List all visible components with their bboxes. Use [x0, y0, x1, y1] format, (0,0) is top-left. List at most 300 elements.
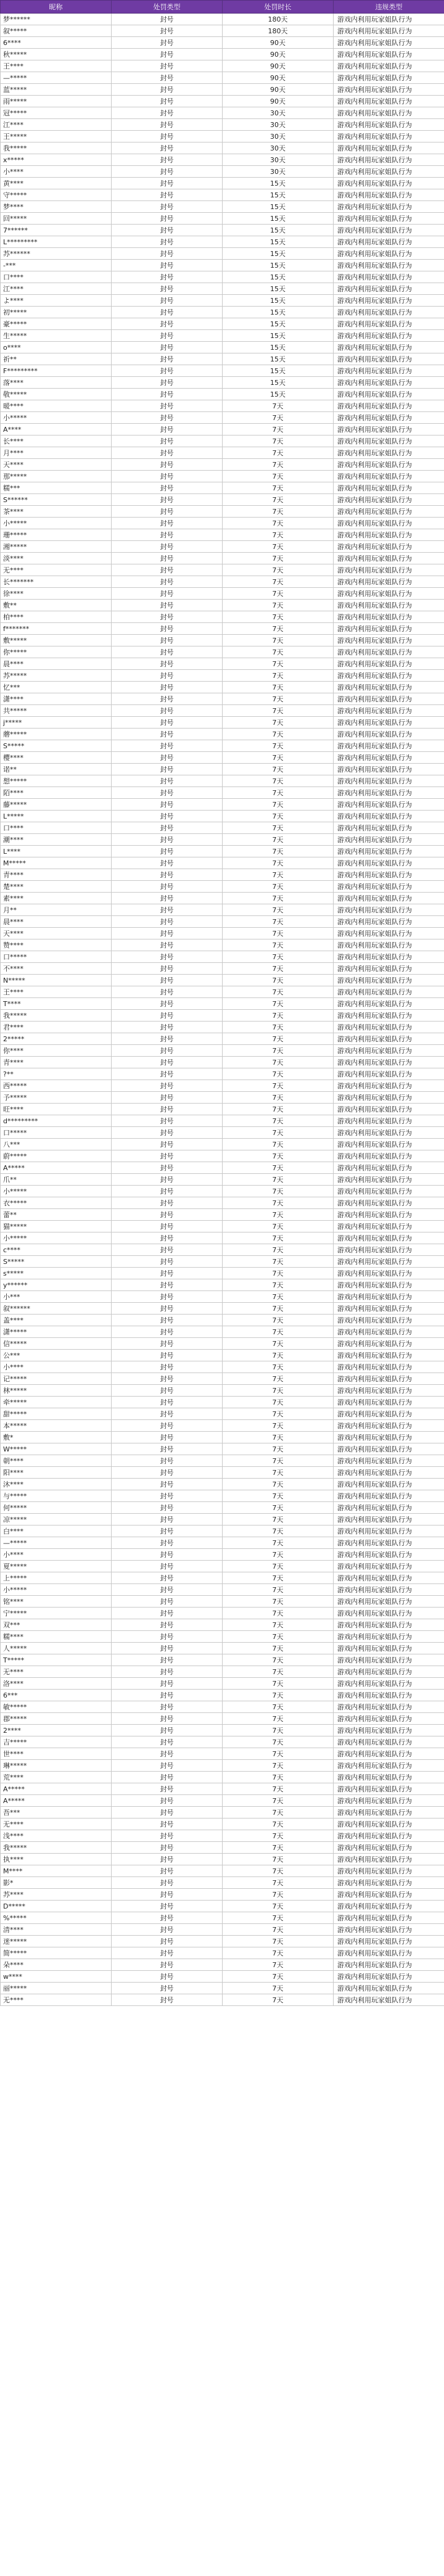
table-row [1, 1303, 444, 1315]
cell-punishment-duration: 7天 [223, 518, 334, 529]
cell-punishment-duration: 7天 [223, 1725, 334, 1736]
cell-violation-type: 游戏内利用玩家姐队行为 [334, 1162, 444, 1174]
cell-violation-type: 游戏内利用玩家姐队行为 [334, 939, 444, 951]
cell-punishment-type: 封号 [112, 1807, 223, 1818]
cell-punishment-type: 封号 [112, 646, 223, 658]
cell-nickname: 徐**** [1, 588, 112, 600]
cell-violation-type: 游戏内利用玩家姐队行为 [334, 588, 444, 600]
table-row [1, 1818, 444, 1830]
cell-nickname: A***** [1, 1783, 112, 1795]
table-row [1, 1467, 444, 1479]
table-row [1, 1514, 444, 1525]
cell-punishment-duration: 7天 [223, 1455, 334, 1467]
cell-violation-type: 游戏内利用玩家姐队行为 [334, 436, 444, 447]
table-row [1, 1385, 444, 1397]
table-row [1, 260, 444, 271]
cell-nickname: 晨**** [1, 916, 112, 928]
cell-punishment-type: 封号 [112, 1865, 223, 1877]
cell-nickname: 清**** [1, 1924, 112, 1936]
cell-punishment-type: 封号 [112, 857, 223, 869]
table-row [1, 353, 444, 365]
cell-punishment-type: 封号 [112, 1443, 223, 1455]
cell-nickname: 公*** [1, 1350, 112, 1361]
table-row [1, 1150, 444, 1162]
cell-punishment-duration: 7天 [223, 1361, 334, 1373]
cell-violation-type: 游戏内利用玩家姐队行为 [334, 107, 444, 119]
cell-punishment-duration: 15天 [223, 178, 334, 189]
cell-violation-type: 游戏内利用玩家姐队行为 [334, 869, 444, 881]
cell-nickname: 铭**** [1, 1596, 112, 1608]
cell-punishment-type: 封号 [112, 25, 223, 37]
table-row [1, 1795, 444, 1807]
cell-punishment-type: 封号 [112, 1127, 223, 1139]
cell-nickname: —***** [1, 72, 112, 84]
table-row [1, 248, 444, 260]
cell-punishment-duration: 7天 [223, 1092, 334, 1104]
table-row [1, 1502, 444, 1514]
cell-nickname: 共***** [1, 705, 112, 717]
table-row [1, 611, 444, 623]
cell-punishment-duration: 180天 [223, 25, 334, 37]
cell-nickname: 江**** [1, 119, 112, 131]
cell-punishment-type: 封号 [112, 1971, 223, 1983]
cell-punishment-duration: 7天 [223, 869, 334, 881]
cell-violation-type: 游戏内利用玩家姐队行为 [334, 611, 444, 623]
cell-nickname: 小**** [1, 1549, 112, 1561]
cell-nickname: 阳**** [1, 1467, 112, 1479]
cell-punishment-duration: 7天 [223, 881, 334, 893]
table-row [1, 1397, 444, 1408]
cell-punishment-duration: 15天 [223, 330, 334, 342]
cell-punishment-duration: 7天 [223, 893, 334, 904]
cell-nickname: 陌**** [1, 787, 112, 799]
cell-violation-type: 游戏内利用玩家姐队行为 [334, 96, 444, 107]
cell-punishment-duration: 7天 [223, 1912, 334, 1924]
table-row [1, 1736, 444, 1748]
cell-punishment-type: 封号 [112, 1209, 223, 1221]
cell-violation-type: 游戏内利用玩家姐队行为 [334, 1889, 444, 1901]
cell-nickname: 月** [1, 904, 112, 916]
cell-punishment-type: 封号 [112, 1186, 223, 1197]
cell-nickname: M***** [1, 857, 112, 869]
table-row [1, 963, 444, 975]
cell-nickname: S****** [1, 494, 112, 506]
cell-violation-type: 游戏内利用玩家姐队行为 [334, 1865, 444, 1877]
cell-punishment-type: 封号 [112, 1010, 223, 1022]
cell-punishment-duration: 7天 [223, 740, 334, 752]
cell-punishment-duration: 7天 [223, 1830, 334, 1842]
cell-violation-type: 游戏内利用玩家姐队行为 [334, 1549, 444, 1561]
cell-punishment-type: 封号 [112, 518, 223, 529]
cell-violation-type: 游戏内利用玩家姐队行为 [334, 1232, 444, 1244]
cell-nickname: 口***** [1, 1127, 112, 1139]
table-row [1, 201, 444, 213]
table-row [1, 1889, 444, 1901]
table-row [1, 658, 444, 670]
cell-violation-type: 游戏内利用玩家姐队行为 [334, 1479, 444, 1490]
cell-punishment-duration: 7天 [223, 729, 334, 740]
cell-violation-type: 游戏内利用玩家姐队行为 [334, 494, 444, 506]
table-row [1, 1174, 444, 1186]
table-row [1, 1326, 444, 1338]
cell-punishment-duration: 7天 [223, 963, 334, 975]
table-row [1, 1924, 444, 1936]
cell-punishment-type: 封号 [112, 1619, 223, 1631]
cell-punishment-duration: 7天 [223, 1068, 334, 1080]
cell-nickname: 盖**** [1, 1315, 112, 1326]
cell-punishment-type: 封号 [112, 1842, 223, 1854]
cell-punishment-duration: 30天 [223, 142, 334, 154]
cell-punishment-type: 封号 [112, 529, 223, 541]
cell-nickname: 王**** [1, 986, 112, 998]
table-row [1, 1983, 444, 1994]
cell-punishment-duration: 7天 [223, 1608, 334, 1619]
cell-nickname: 人***** [1, 1643, 112, 1654]
cell-punishment-duration: 7天 [223, 447, 334, 459]
cell-nickname: 小**** [1, 1361, 112, 1373]
cell-violation-type: 游戏内利用玩家姐队行为 [334, 881, 444, 893]
table-row [1, 1701, 444, 1713]
cell-nickname: 梦**** [1, 201, 112, 213]
cell-nickname: S***** [1, 1256, 112, 1268]
cell-punishment-type: 封号 [112, 904, 223, 916]
cell-nickname: 潇***** [1, 1326, 112, 1338]
cell-punishment-duration: 7天 [223, 1221, 334, 1232]
table-row [1, 623, 444, 635]
cell-nickname: 忆*** [1, 682, 112, 693]
cell-punishment-type: 封号 [112, 213, 223, 225]
cell-violation-type: 游戏内利用玩家姐队行为 [334, 1373, 444, 1385]
cell-violation-type: 游戏内利用玩家姐队行为 [334, 506, 444, 518]
cell-violation-type: 游戏内利用玩家姐队行为 [334, 482, 444, 494]
table-row [1, 342, 444, 353]
cell-punishment-type: 封号 [112, 60, 223, 72]
cell-nickname: 吾*** [1, 1807, 112, 1818]
cell-violation-type: 游戏内利用玩家姐队行为 [334, 60, 444, 72]
cell-violation-type: 游戏内利用玩家姐队行为 [334, 1912, 444, 1924]
cell-violation-type: 游戏内利用玩家姐队行为 [334, 1139, 444, 1150]
cell-punishment-duration: 7天 [223, 1256, 334, 1268]
cell-punishment-type: 封号 [112, 494, 223, 506]
cell-nickname: 口***** [1, 951, 112, 963]
table-row [1, 1455, 444, 1467]
cell-violation-type: 游戏内利用玩家姐队行为 [334, 14, 444, 25]
cell-punishment-duration: 90天 [223, 60, 334, 72]
cell-punishment-duration: 7天 [223, 717, 334, 729]
cell-punishment-type: 封号 [112, 447, 223, 459]
cell-punishment-type: 封号 [112, 1596, 223, 1608]
table-row [1, 1748, 444, 1760]
header-nickname: 昵称 [1, 1, 112, 14]
table-row [1, 96, 444, 107]
cell-punishment-type: 封号 [112, 1690, 223, 1701]
table-row [1, 295, 444, 307]
table-row [1, 1139, 444, 1150]
cell-punishment-duration: 7天 [223, 1279, 334, 1291]
cell-punishment-duration: 7天 [223, 529, 334, 541]
cell-punishment-duration: 7天 [223, 799, 334, 811]
cell-nickname: 迷***** [1, 1936, 112, 1947]
cell-nickname: 八*** [1, 1139, 112, 1150]
cell-punishment-duration: 7天 [223, 1537, 334, 1549]
cell-punishment-type: 封号 [112, 1068, 223, 1080]
cell-punishment-duration: 7天 [223, 1631, 334, 1643]
cell-nickname: 世**** [1, 1748, 112, 1760]
cell-nickname: 口**** [1, 271, 112, 283]
cell-nickname: 初***** [1, 307, 112, 318]
cell-nickname: 敏***** [1, 1701, 112, 1713]
cell-violation-type: 游戏内利用玩家姐队行为 [334, 1713, 444, 1725]
cell-punishment-type: 封号 [112, 84, 223, 96]
cell-punishment-duration: 7天 [223, 1736, 334, 1748]
cell-punishment-duration: 7天 [223, 482, 334, 494]
table-row [1, 236, 444, 248]
cell-punishment-type: 封号 [112, 1092, 223, 1104]
cell-punishment-duration: 7天 [223, 857, 334, 869]
cell-punishment-duration: 7天 [223, 1619, 334, 1631]
cell-violation-type: 游戏内利用玩家姐队行为 [334, 1443, 444, 1455]
cell-punishment-type: 封号 [112, 1783, 223, 1795]
cell-nickname: 林***** [1, 1385, 112, 1397]
cell-violation-type: 游戏内利用玩家姐队行为 [334, 225, 444, 236]
table-row [1, 1361, 444, 1373]
cell-nickname: 苏**** [1, 1889, 112, 1901]
table-row [1, 1666, 444, 1678]
cell-punishment-duration: 7天 [223, 1420, 334, 1432]
cell-punishment-type: 封号 [112, 729, 223, 740]
table-row [1, 1643, 444, 1654]
cell-violation-type: 游戏内利用玩家姐队行为 [334, 635, 444, 646]
cell-violation-type: 游戏内利用玩家姐队行为 [334, 775, 444, 787]
cell-punishment-type: 封号 [112, 1631, 223, 1643]
cell-nickname: 长******* [1, 576, 112, 588]
cell-punishment-type: 封号 [112, 353, 223, 365]
cell-punishment-type: 封号 [112, 412, 223, 424]
table-row [1, 904, 444, 916]
cell-punishment-duration: 7天 [223, 951, 334, 963]
cell-nickname: 敷* [1, 1432, 112, 1443]
cell-violation-type: 游戏内利用玩家姐队行为 [334, 283, 444, 295]
cell-violation-type: 游戏内利用玩家姐队行为 [334, 389, 444, 400]
cell-violation-type: 游戏内利用玩家姐队行为 [334, 119, 444, 131]
table-row [1, 271, 444, 283]
cell-punishment-type: 封号 [112, 1221, 223, 1232]
cell-violation-type: 游戏内利用玩家姐队行为 [334, 1936, 444, 1947]
cell-nickname: 回***** [1, 213, 112, 225]
cell-punishment-duration: 7天 [223, 506, 334, 518]
table-row [1, 951, 444, 963]
cell-punishment-type: 封号 [112, 811, 223, 822]
cell-violation-type: 游戏内利用玩家姐队行为 [334, 1057, 444, 1068]
cell-punishment-duration: 7天 [223, 1572, 334, 1584]
cell-nickname: 暖**** [1, 400, 112, 412]
cell-nickname: 洛**** [1, 1678, 112, 1690]
table-row [1, 518, 444, 529]
cell-violation-type: 游戏内利用玩家姐队行为 [334, 1596, 444, 1608]
cell-violation-type: 游戏内利用玩家姐队行为 [334, 260, 444, 271]
cell-punishment-duration: 7天 [223, 1502, 334, 1514]
cell-nickname: 爪** [1, 1174, 112, 1186]
table-row [1, 1338, 444, 1350]
cell-nickname: 郡***** [1, 1713, 112, 1725]
cell-violation-type: 游戏内利用玩家姐队行为 [334, 1842, 444, 1854]
cell-violation-type: 游戏内利用玩家姐队行为 [334, 975, 444, 986]
cell-punishment-duration: 7天 [223, 986, 334, 998]
cell-punishment-duration: 7天 [223, 553, 334, 564]
table-row [1, 131, 444, 142]
cell-punishment-type: 封号 [112, 928, 223, 939]
cell-punishment-type: 封号 [112, 1115, 223, 1127]
table-row [1, 1232, 444, 1244]
cell-punishment-type: 封号 [112, 541, 223, 553]
cell-punishment-duration: 7天 [223, 939, 334, 951]
table-row [1, 49, 444, 60]
cell-punishment-type: 封号 [112, 1338, 223, 1350]
table-row [1, 1057, 444, 1068]
table-row [1, 881, 444, 893]
cell-punishment-duration: 7天 [223, 787, 334, 799]
table-row [1, 1877, 444, 1889]
table-row [1, 25, 444, 37]
cell-violation-type: 游戏内利用玩家姐队行为 [334, 811, 444, 822]
cell-violation-type: 游戏内利用玩家姐队行为 [334, 822, 444, 834]
table-row [1, 1959, 444, 1971]
cell-punishment-type: 封号 [112, 1772, 223, 1783]
cell-violation-type: 游戏内利用玩家姐队行为 [334, 1736, 444, 1748]
cell-punishment-type: 封号 [112, 682, 223, 693]
table-row [1, 1525, 444, 1537]
cell-nickname: 2***** [1, 1033, 112, 1045]
table-row [1, 799, 444, 811]
cell-nickname: 豪***** [1, 318, 112, 330]
cell-punishment-duration: 7天 [223, 1315, 334, 1326]
cell-violation-type: 游戏内利用玩家姐队行为 [334, 658, 444, 670]
cell-violation-type: 游戏内利用玩家姐队行为 [334, 693, 444, 705]
cell-punishment-duration: 7天 [223, 1408, 334, 1420]
cell-nickname: 双*** [1, 1619, 112, 1631]
table-row [1, 1373, 444, 1385]
cell-violation-type: 游戏内利用玩家姐队行为 [334, 518, 444, 529]
table-row [1, 717, 444, 729]
table-row [1, 740, 444, 752]
cell-punishment-type: 封号 [112, 1537, 223, 1549]
cell-punishment-type: 封号 [112, 1912, 223, 1924]
cell-punishment-type: 封号 [112, 963, 223, 975]
table-row [1, 1010, 444, 1022]
cell-punishment-duration: 7天 [223, 541, 334, 553]
cell-violation-type: 游戏内利用玩家姐队行为 [334, 447, 444, 459]
table-row [1, 1971, 444, 1983]
cell-violation-type: 游戏内利用玩家姐队行为 [334, 752, 444, 764]
cell-violation-type: 游戏内利用玩家姐队行为 [334, 1338, 444, 1350]
cell-violation-type: 游戏内利用玩家姐队行为 [334, 1666, 444, 1678]
cell-nickname: 你**** [1, 1045, 112, 1057]
cell-punishment-type: 封号 [112, 260, 223, 271]
cell-violation-type: 游戏内利用玩家姐队行为 [334, 916, 444, 928]
cell-punishment-duration: 15天 [223, 225, 334, 236]
cell-punishment-type: 封号 [112, 1057, 223, 1068]
cell-punishment-type: 封号 [112, 1561, 223, 1572]
cell-nickname: 小*** [1, 1291, 112, 1303]
cell-nickname: 落**** [1, 377, 112, 389]
cell-punishment-type: 封号 [112, 49, 223, 60]
cell-punishment-duration: 7天 [223, 1045, 334, 1057]
cell-punishment-duration: 7天 [223, 1291, 334, 1303]
cell-nickname: 小***** [1, 518, 112, 529]
cell-punishment-duration: 7天 [223, 1010, 334, 1022]
table-row [1, 471, 444, 482]
cell-nickname: D***** [1, 1901, 112, 1912]
cell-punishment-duration: 7天 [223, 1115, 334, 1127]
cell-punishment-duration: 7天 [223, 1432, 334, 1443]
cell-nickname: 西***** [1, 1080, 112, 1092]
cell-punishment-type: 封号 [112, 1924, 223, 1936]
cell-violation-type: 游戏内利用玩家姐队行为 [334, 623, 444, 635]
cell-punishment-type: 封号 [112, 635, 223, 646]
cell-punishment-duration: 90天 [223, 84, 334, 96]
cell-punishment-duration: 7天 [223, 494, 334, 506]
cell-punishment-type: 封号 [112, 939, 223, 951]
cell-punishment-type: 封号 [112, 1268, 223, 1279]
table-row [1, 846, 444, 857]
cell-violation-type: 游戏内利用玩家姐队行为 [334, 787, 444, 799]
cell-punishment-duration: 15天 [223, 213, 334, 225]
cell-nickname: 生***** [1, 330, 112, 342]
cell-punishment-duration: 7天 [223, 1479, 334, 1490]
cell-punishment-type: 封号 [112, 799, 223, 811]
cell-nickname: 朝**** [1, 1455, 112, 1467]
cell-punishment-type: 封号 [112, 1877, 223, 1889]
cell-nickname: 樱**** [1, 752, 112, 764]
cell-violation-type: 游戏内利用玩家姐队行为 [334, 1209, 444, 1221]
cell-punishment-duration: 15天 [223, 271, 334, 283]
cell-punishment-type: 封号 [112, 1373, 223, 1385]
table-row [1, 1490, 444, 1502]
cell-violation-type: 游戏内利用玩家姐队行为 [334, 1572, 444, 1584]
cell-nickname: f******* [1, 623, 112, 635]
cell-violation-type: 游戏内利用玩家姐队行为 [334, 646, 444, 658]
cell-punishment-type: 封号 [112, 131, 223, 142]
cell-punishment-type: 封号 [112, 717, 223, 729]
table-row [1, 1479, 444, 1490]
cell-punishment-type: 封号 [112, 1139, 223, 1150]
cell-punishment-duration: 15天 [223, 318, 334, 330]
cell-punishment-duration: 30天 [223, 119, 334, 131]
cell-nickname: 晨**** [1, 658, 112, 670]
cell-violation-type: 游戏内利用玩家姐队行为 [334, 49, 444, 60]
cell-punishment-type: 封号 [112, 107, 223, 119]
cell-punishment-duration: 7天 [223, 1701, 334, 1713]
cell-punishment-duration: 7天 [223, 1936, 334, 1947]
cell-nickname: x***** [1, 154, 112, 166]
cell-nickname: L***** [1, 811, 112, 822]
cell-punishment-type: 封号 [112, 1725, 223, 1736]
table-row [1, 916, 444, 928]
cell-violation-type: 游戏内利用玩家姐队行为 [334, 1420, 444, 1432]
table-row [1, 494, 444, 506]
cell-punishment-duration: 7天 [223, 1690, 334, 1701]
table-row [1, 975, 444, 986]
cell-punishment-type: 封号 [112, 1104, 223, 1115]
cell-violation-type: 游戏内利用玩家姐队行为 [334, 213, 444, 225]
cell-punishment-type: 封号 [112, 1736, 223, 1748]
cell-nickname: 执**** [1, 1854, 112, 1865]
table-row [1, 1713, 444, 1725]
table-row [1, 1080, 444, 1092]
cell-punishment-type: 封号 [112, 1678, 223, 1690]
cell-violation-type: 游戏内利用玩家姐队行为 [334, 271, 444, 283]
table-row [1, 1068, 444, 1080]
